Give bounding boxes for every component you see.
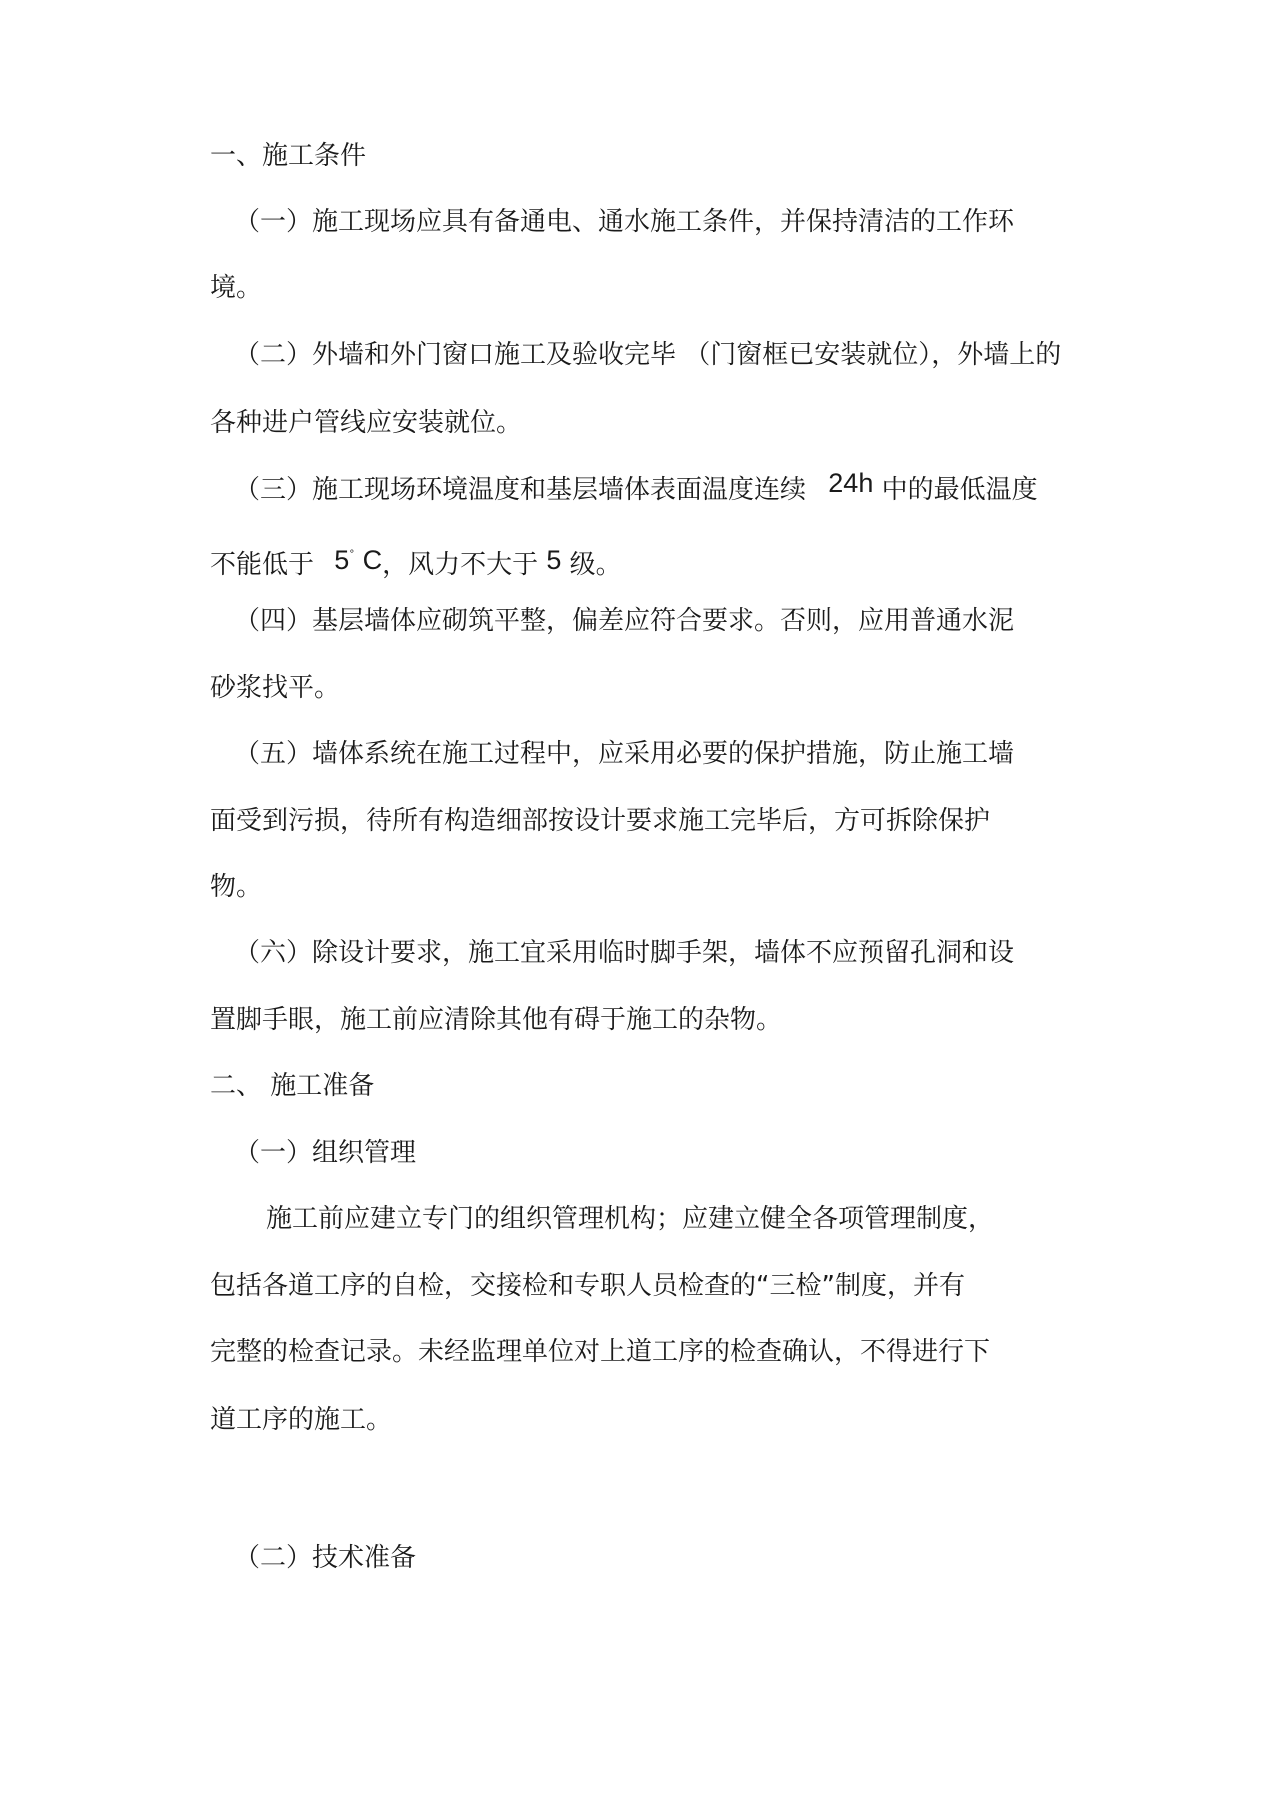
paragraph-line: （六）除设计要求，施工宜采用临时脚手架，墙体不应预留孔洞和设 bbox=[234, 938, 1015, 968]
duration-value: 24h bbox=[828, 468, 874, 498]
subsection-heading: （一）组织管理 bbox=[234, 1138, 417, 1168]
paragraph-line: 道工序的施工。 bbox=[210, 1405, 393, 1435]
paragraph-line: 境。 bbox=[210, 273, 263, 303]
paragraph-line: 面受到污损，待所有构造细部按设计要求施工完毕后，方可拆除保护 bbox=[210, 806, 991, 836]
temperature-unit: C bbox=[362, 545, 383, 575]
line-text: 级。 bbox=[569, 550, 622, 580]
degree-mark: ° bbox=[349, 549, 355, 560]
line-text: （三）施工现场环境温度和基层墙体表面温度连续 bbox=[234, 475, 807, 505]
paragraph-line: 包括各道工序的自检，交接检和专职人员检查的“三检”制度，并有 bbox=[210, 1271, 965, 1301]
paragraph-line bbox=[210, 537, 622, 583]
paragraph-line: 施工前应建立专门的组织管理机构；应建立健全各项管理制度， bbox=[266, 1204, 995, 1234]
paragraph-line: 各种进户管线应安装就位。 bbox=[210, 408, 523, 438]
section-heading-1: 一、施工条件 bbox=[210, 141, 367, 171]
line-text: 不能低于 bbox=[210, 550, 315, 580]
paragraph-line: （一）施工现场应具有备通电、通水施工条件，并保持清洁的工作环 bbox=[234, 207, 1015, 237]
paragraph-line: 完整的检查记录。未经监理单位对上道工序的检查确认，不得进行下 bbox=[210, 1337, 991, 1367]
paragraph-line: （二）外墙和外门窗口施工及验收完毕 （门窗框已安装就位），外墙上的 bbox=[234, 340, 1062, 370]
subsection-heading: （二）技术准备 bbox=[234, 1543, 417, 1573]
paragraph-line: （五）墙体系统在施工过程中，应采用必要的保护措施，防止施工墙 bbox=[234, 739, 1015, 769]
temperature-value: 5 bbox=[334, 545, 350, 575]
paragraph-line bbox=[234, 468, 1038, 508]
paragraph-line: 置脚手眼，施工前应清除其他有碍于施工的杂物。 bbox=[210, 1005, 783, 1035]
line-text: ，风力不大于 bbox=[382, 550, 539, 580]
section-heading-2: 二、 施工准备 bbox=[210, 1071, 375, 1101]
paragraph-line: （四）基层墙体应砌筑平整，偏差应符合要求。否则，应用普通水泥 bbox=[234, 606, 1015, 636]
paragraph-line: 砂浆找平。 bbox=[210, 673, 341, 703]
paragraph-line: 物。 bbox=[210, 872, 263, 902]
wind-level-value: 5 bbox=[546, 545, 562, 575]
line-text: 中的最低温度 bbox=[881, 475, 1038, 505]
